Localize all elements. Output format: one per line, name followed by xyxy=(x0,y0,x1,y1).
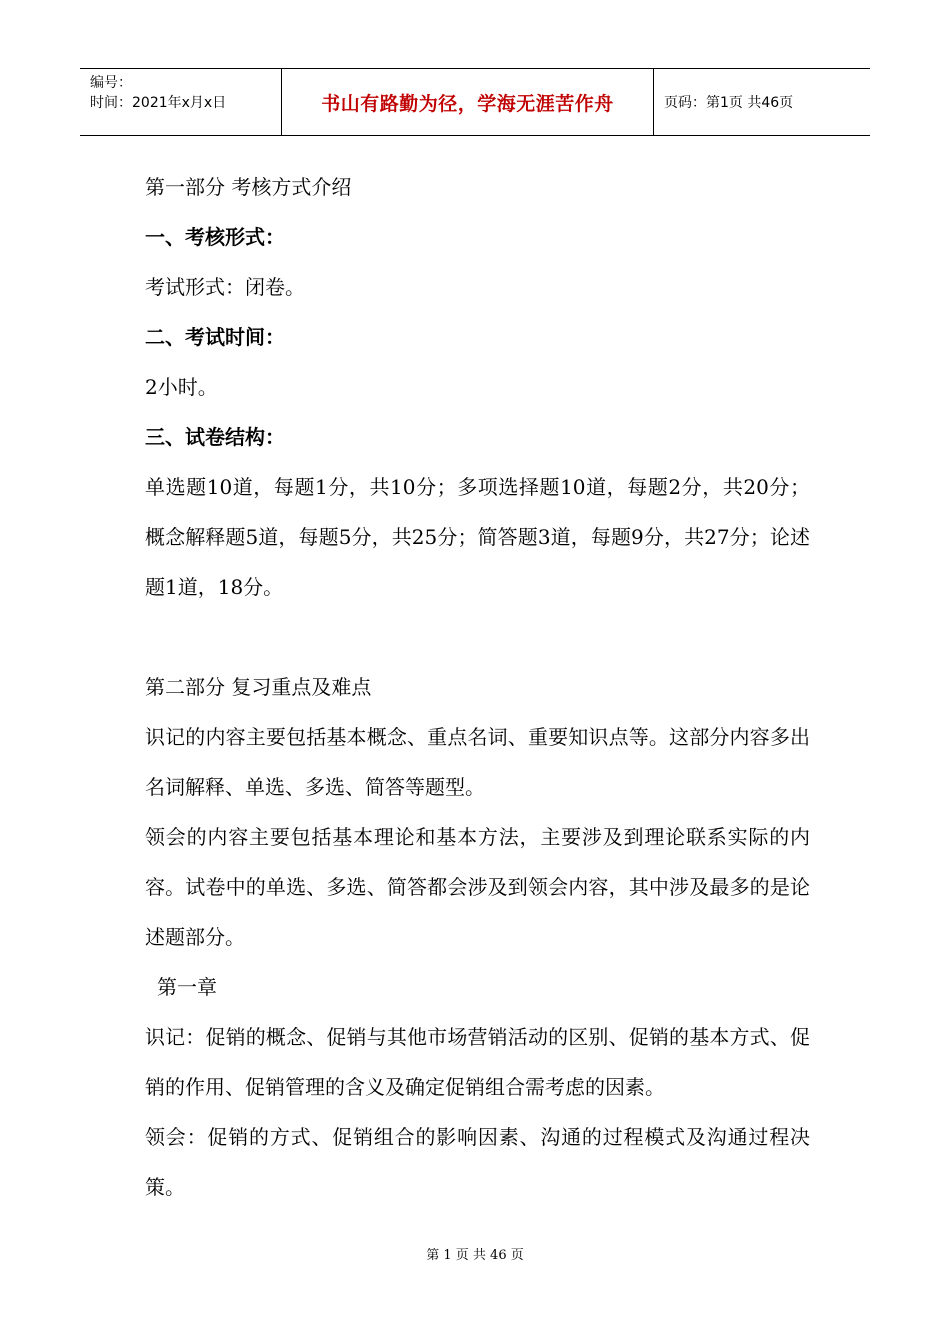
header-motto: 书山有路勤为径，学海无涯苦作舟 xyxy=(282,69,654,135)
part2-title: 第二部分 复习重点及难点 xyxy=(145,675,372,699)
section2-text: 2小时。 xyxy=(145,375,218,399)
chapter1-recall: 识记：促销的概念、促销与其他市场营销活动的区别、促销的基本方式、促销的作用、促销管理的含义及确定促销组合需考虑的因素。 xyxy=(145,1025,810,1099)
part2-paragraph-comprehend: 领会的内容主要包括基本理论和基本方法，主要涉及到理论联系实际的内容。试卷中的单选、多选、简答都会涉及到领会内容，其中涉及最多的是论述题部分。 xyxy=(145,825,810,949)
header-meta xyxy=(80,69,282,135)
header-page-label: 页码：第1页 共46页 xyxy=(664,95,794,111)
document-body xyxy=(145,162,810,1212)
chapter1-comprehend: 领会：促销的方式、促销组合的影响因素、沟通的过程模式及沟通过程决策。 xyxy=(145,1125,810,1199)
section1-heading: 一、考核形式： xyxy=(145,225,285,249)
section2-heading: 二、考试时间： xyxy=(145,325,285,349)
part1-title: 第一部分 考核方式介绍 xyxy=(145,175,352,199)
spacer xyxy=(145,612,810,662)
number-label: 编号： xyxy=(90,75,132,91)
section1-text: 考试形式：闭卷。 xyxy=(145,275,305,299)
page-footer: 第 1 页 共 46 页 xyxy=(426,1248,524,1263)
section3-heading: 三、试卷结构： xyxy=(145,425,285,449)
page-header xyxy=(80,68,870,136)
section3-text: 单选题10道，每题1分，共10分；多项选择题10道，每题2分，共20分；概念解释题5道，每题5分，共25分；简答题3道，每题9分，共27分；论述题1道，18分。 xyxy=(145,475,810,599)
chapter1-title: 第一章 xyxy=(157,975,217,999)
part2-paragraph-recall: 识记的内容主要包括基本概念、重点名词、重要知识点等。这部分内容多出名词解释、单选、多选、简答等题型。 xyxy=(145,725,810,799)
time-label: 时间：2021年x月x日 xyxy=(90,95,227,111)
